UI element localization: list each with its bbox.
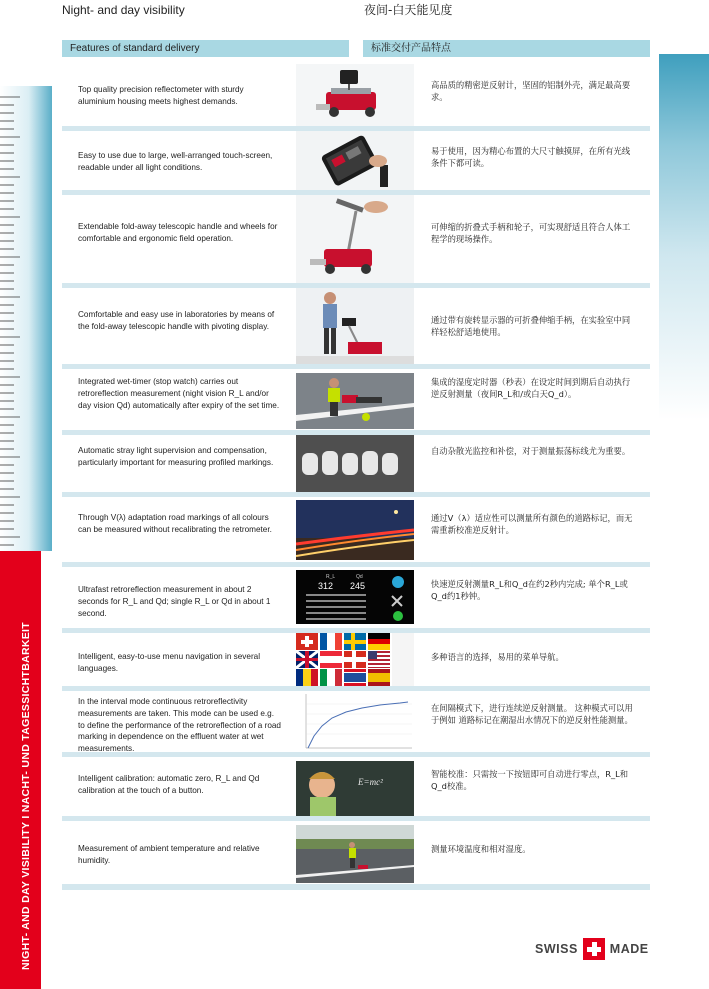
feature-text-cn: 智能校准：只需按一下按钮即可自动进行零点，R_L和Q_d校准。 <box>431 769 629 791</box>
profiled-markings-photo <box>296 435 414 492</box>
feature-row <box>62 633 650 691</box>
feature-text-cn: 在间隔模式下，进行连续逆反射测量。 这种模式可以用于例如 道路标记在潮湿出水情况下的逆反射性能测量。 <box>431 703 633 725</box>
swiss-cross-icon <box>583 938 605 960</box>
feature-row <box>62 131 650 195</box>
sidebar-vertical-text: NIGHT- AND DAY VISIBILITY I NACHT- UND TAGESSICHTBARKEIT <box>20 622 32 970</box>
feature-text-cn: 快速逆反射测量R_L和Q_d在约2秒内完成; 单个R_L或Q_d约1秒钟。 <box>431 579 628 601</box>
laboratory-use-photo <box>296 288 414 364</box>
roadside-field-photo <box>296 825 414 883</box>
feature-row <box>62 757 650 821</box>
feature-text-en: Automatic stray light supervision and compensation, particularly important for measuring profiled markings. <box>78 446 274 467</box>
section-band-en: Features of standard delivery <box>62 40 349 57</box>
feature-text-en: Top quality precision reflectometer with sturdy aluminium housing meets highest demands. <box>78 85 244 106</box>
feature-text-cn: 高品质的精密逆反射计，坚固的铝制外壳，满足最高要求。 <box>431 80 631 102</box>
touchscreen-hand-photo <box>296 131 414 190</box>
rl-value: 312 <box>318 581 334 591</box>
swiss-made-logo <box>535 937 649 961</box>
feature-row <box>62 288 650 369</box>
made-label: MADE <box>609 942 649 956</box>
svg-text:E=mc²: E=mc² <box>358 777 383 787</box>
wet-timer-field-photo <box>296 373 414 429</box>
feature-row <box>62 497 650 567</box>
qd-label: Qd <box>356 574 363 580</box>
feature-row <box>62 195 650 288</box>
right-decor-strip <box>659 54 709 420</box>
feature-row <box>62 821 650 890</box>
feature-row <box>62 64 650 131</box>
interval-graph <box>296 692 414 752</box>
feature-text-en: Intelligent calibration: automatic zero, R_L and Qd calibration at the touch of a button. <box>78 774 260 795</box>
feature-text-en: In the interval mode continuous retroreflectivity measurements are taken. This mode can be used e.g. to define the performance of the retroreflection of a road marking in dependence on the effluent water at wet measurements. <box>78 697 281 754</box>
qd-value: 245 <box>350 581 366 591</box>
feature-text-en: Integrated wet-timer (stop watch) carries out retroreflection measurement (night vision R_L and/or day vision Qd) automatically after expiry of the set time. <box>78 377 280 410</box>
feature-row <box>62 691 650 757</box>
feature-text-en: Extendable fold-away telescopic handle and wheels for comfortable and ergonomic field operation. <box>78 222 278 243</box>
feature-text-cn: 通过带有旋转显示器的可折叠伸缩手柄，在实验室中同样轻松舒适地使用。 <box>431 315 631 337</box>
feature-text-en: Easy to use due to large, well-arranged touch-screen, readable under all light conditions. <box>78 151 273 172</box>
feature-text-en: Comfortable and easy use in laboratories by means of the fold-away telescopic handle with pivoting display. <box>78 310 275 331</box>
measurement-screen <box>296 570 414 624</box>
language-flags <box>296 633 414 686</box>
feature-text-cn: 自动杂散光监控和补偿，对于测量振荡标线尤为重要。 <box>431 446 631 456</box>
feature-text-en: Intelligent, easy-to-use menu navigation in several languages. <box>78 652 261 673</box>
reflectometer-device-photo <box>296 64 414 126</box>
feature-text-en: Ultrafast retroreflection measurement in about 2 seconds for R_L and Qd; single R_L or Qd in about 1 second. <box>78 585 271 618</box>
feature-row <box>62 435 650 497</box>
header-title-en: Night- and day visibility <box>62 3 185 17</box>
night-road-photo <box>296 500 414 560</box>
child-chalkboard-photo <box>296 761 414 816</box>
feature-text-en: Measurement of ambient temperature and relative humidity. <box>78 844 260 865</box>
feature-text-cn: 易于使用，因为精心布置的大尺寸触摸屏，在所有光线条件下都可读。 <box>431 146 631 168</box>
ruler-ticks <box>0 95 22 547</box>
feature-text-cn: 通过V（λ）适应性可以测量所有颜色的道路标记，而无需重新校准逆反射计。 <box>431 513 633 535</box>
feature-row <box>62 567 650 633</box>
rl-label: R_L <box>326 574 336 580</box>
feature-text-cn: 可伸缩的折叠式手柄和轮子，可实现舒适且符合人体工程学的现场操作。 <box>431 222 631 244</box>
header-title-cn: 夜间-白天能见度 <box>364 3 453 17</box>
feature-text-cn: 集成的湿度定时器（秒表）在设定时间到期后自动执行逆反射测量（夜间R_L和/或白天Q_d）。 <box>431 377 631 399</box>
telescopic-handle-photo <box>296 195 414 283</box>
feature-row <box>62 369 650 435</box>
feature-text-cn: 测量环境温度和相对湿度。 <box>431 844 531 854</box>
feature-text-cn: 多种语言的选择，易用的菜单导航。 <box>431 652 564 662</box>
feature-text-en: Through V(λ) adaptation road markings of all colours can be measured without recalibrating the retrometer. <box>78 513 272 534</box>
section-band-cn: 标准交付产品特点 <box>363 40 650 57</box>
swiss-label: SWISS <box>535 942 578 956</box>
